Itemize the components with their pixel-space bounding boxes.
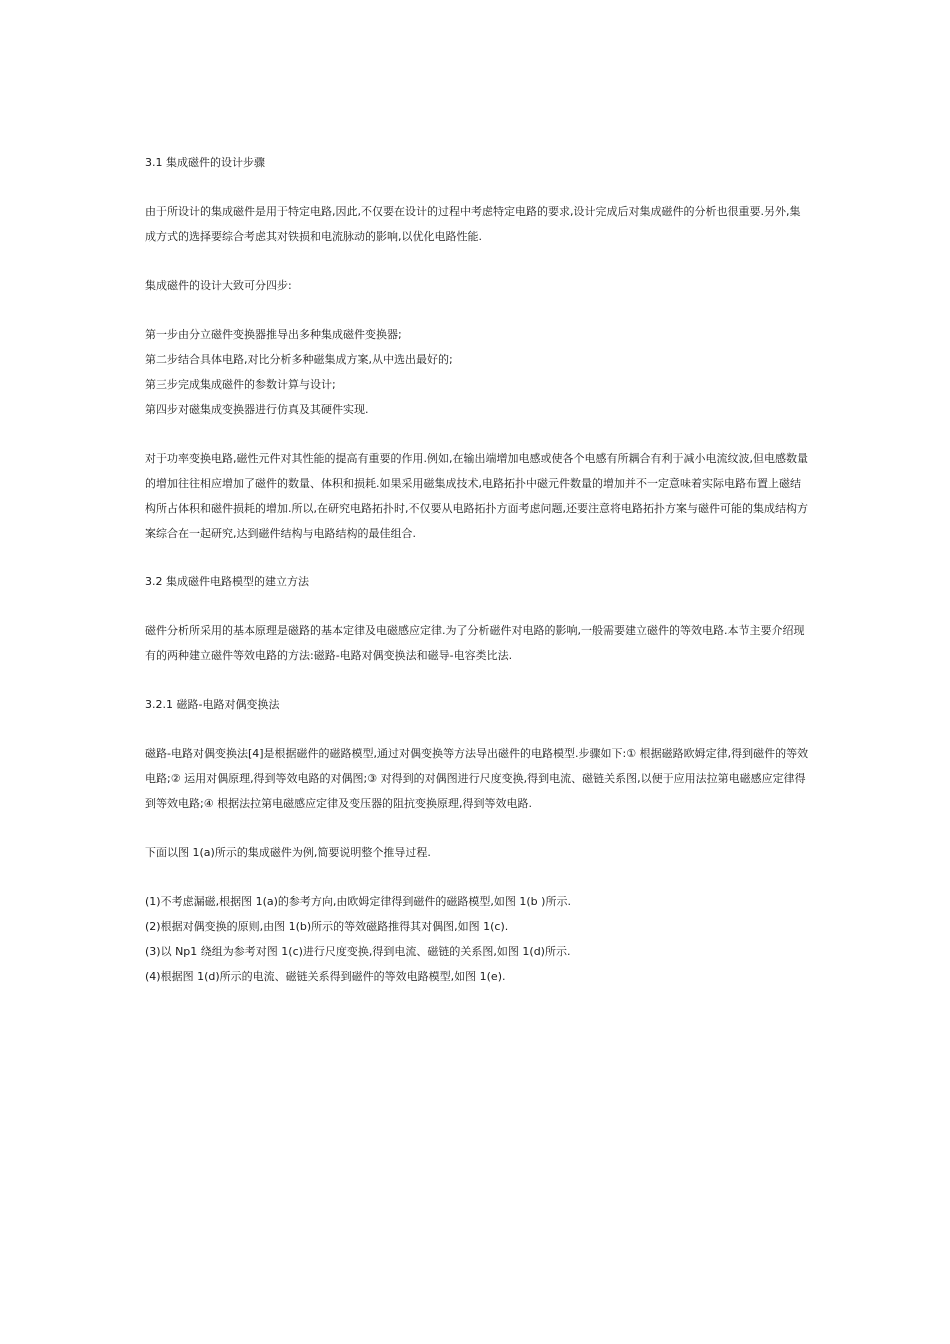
list-item-step-3: 第三步完成集成磁件的参数计算与设计; xyxy=(145,378,336,391)
paragraph-dual-transform: 磁路-电路对偶变换法[4]是根据磁件的磁路模型,通过对偶变换等方法导出磁件的电路模型.步骤如下:① 根据磁路欧姆定律,得到磁件的等效电路;② 运用对偶原理,得到等效电路的对偶图;③ 对得到的对偶图进行尺度变换,得到电流、磁链关系图,以便于应用法拉第电磁感应定律得到等效电路;④ 根据法拉第电磁感应定律及变压器的阻抗变换原理,得到等效电路. xyxy=(145,747,809,810)
paragraph-analysis-principle: 磁件分析所采用的基本原理是磁路的基本定律及电磁感应定律.为了分析磁件对电路的影响,一般需要建立磁件的等效电路.本节主要介绍现有的两种建立磁件等效电路的方法:磁路-电路对偶变换法和磁导-电容类比法. xyxy=(145,624,805,662)
list-item-procedure-2: (2)根据对偶变换的原则,由图 1(b)所示的等效磁路推得其对偶图,如图 1(c). xyxy=(145,920,509,933)
list-item-procedure-3: (3)以 Np1 绕组为参考对图 1(c)进行尺度变换,得到电流、磁链的关系图,如图 1(d)所示. xyxy=(145,945,571,958)
list-item-procedure-1: (1)不考虑漏磁,根据图 1(a)的参考方向,由欧姆定律得到磁件的磁路模型,如图 1(b )所示. xyxy=(145,895,571,908)
document-body xyxy=(145,150,810,989)
list-item-procedure-4: (4)根据图 1(d)所示的电流、磁链关系得到磁件的等效电路模型,如图 1(e). xyxy=(145,970,506,983)
list-item-step-1: 第一步由分立磁件变换器推导出多种集成磁件变换器; xyxy=(145,328,402,341)
paragraph-example-intro: 下面以图 1(a)所示的集成磁件为例,简要说明整个推导过程. xyxy=(145,846,431,859)
paragraph-power-conversion: 对于功率变换电路,磁性元件对其性能的提高有重要的作用.例如,在输出端增加电感或使各个电感有所耦合有利于减小电流纹波,但电感数量的增加往往相应增加了磁件的数量、体积和损耗.如果采用磁集成技术,电路拓扑中磁元件数量的增加并不一定意味着实际电路布置上磁结构所占体积和磁件损耗的增加.所以,在研究电路拓扑时,不仅要从电路拓扑方面考虑问题,还要注意将电路拓扑方案与磁件可能的集成结构方案综合在一起研究,达到磁件结构与电路结构的最佳组合. xyxy=(145,452,808,540)
section-heading-3-2-1: 3.2.1 磁路-电路对偶变换法 xyxy=(145,698,280,711)
paragraph-four-steps-intro: 集成磁件的设计大致可分四步: xyxy=(145,279,292,292)
list-item-step-4: 第四步对磁集成变换器进行仿真及其硬件实现. xyxy=(145,403,369,416)
list-item-step-2: 第二步结合具体电路,对比分析多种磁集成方案,从中选出最好的; xyxy=(145,353,453,366)
section-heading-3-2: 3.2 集成磁件电路模型的建立方法 xyxy=(145,575,309,588)
section-heading-3-1: 3.1 集成磁件的设计步骤 xyxy=(145,156,265,169)
paragraph-design-intro: 由于所设计的集成磁件是用于特定电路,因此,不仅要在设计的过程中考虑特定电路的要求,设计完成后对集成磁件的分析也很重要.另外,集成方式的选择要综合考虑其对铁损和电流脉动的影响,以优化电路性能. xyxy=(145,205,801,243)
